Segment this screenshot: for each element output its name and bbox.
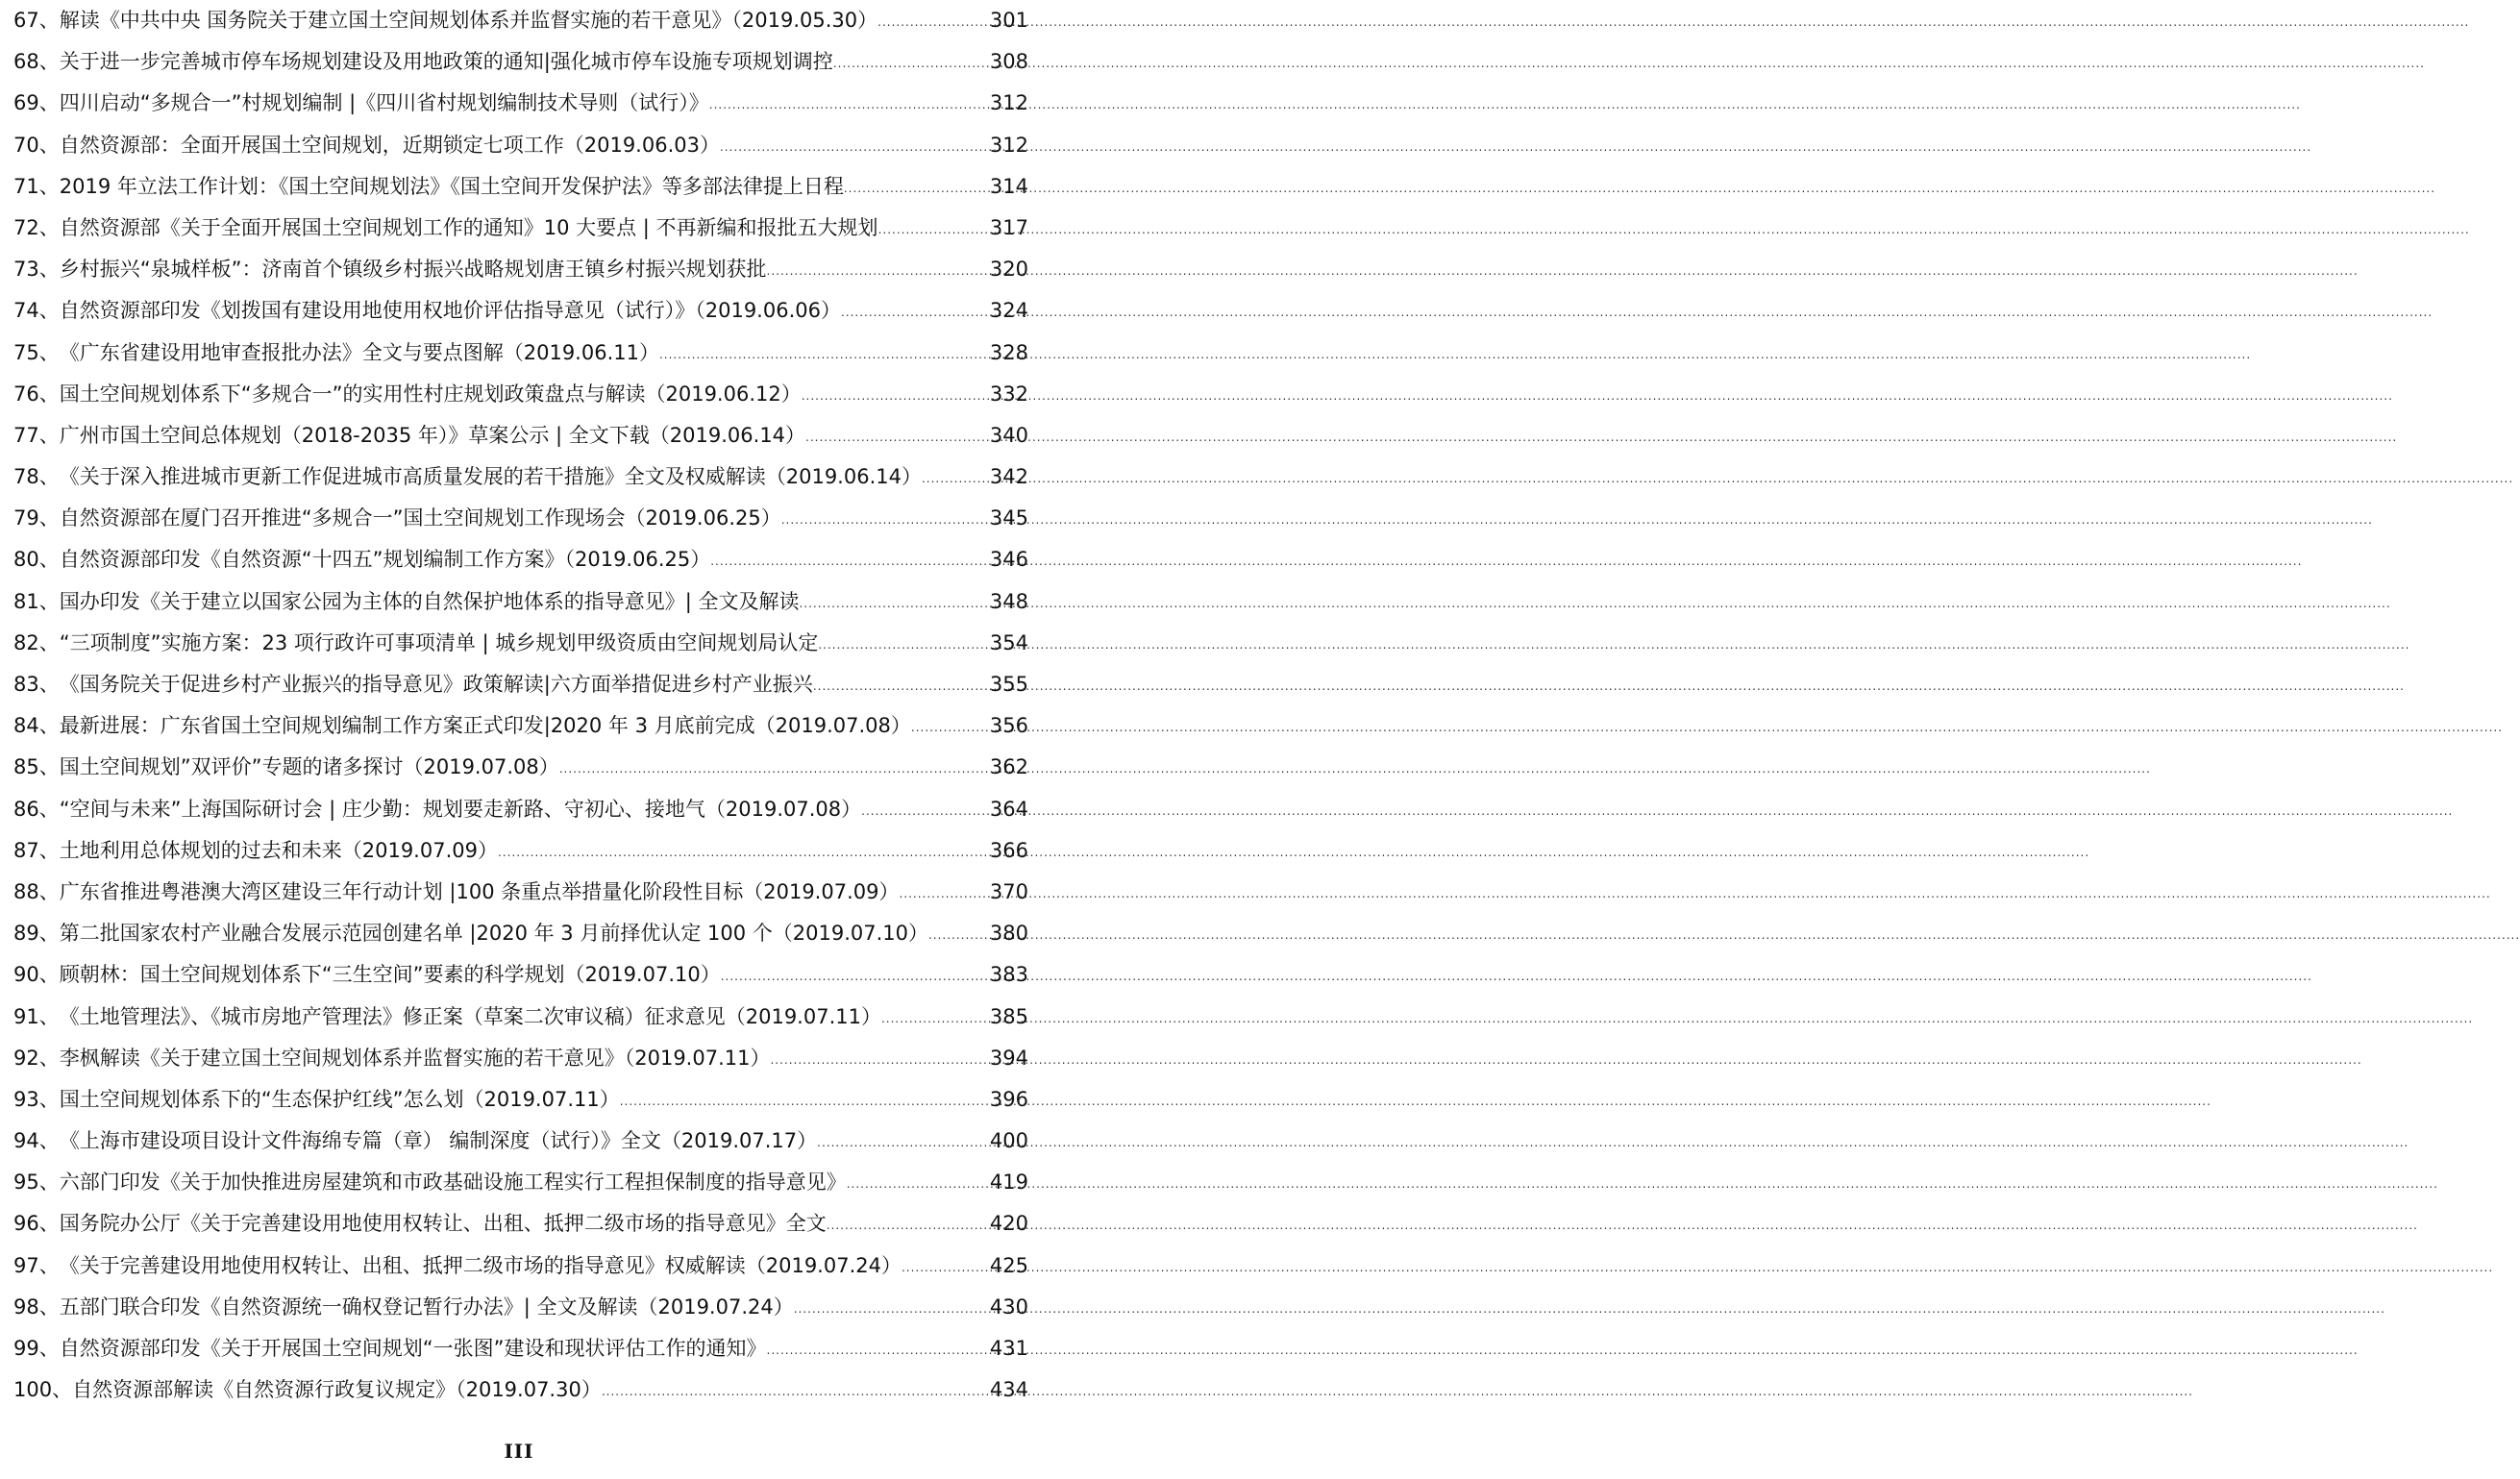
toc-entry-number: 96、 <box>13 1212 60 1236</box>
toc-entry[interactable] <box>13 1162 1028 1203</box>
toc-entry-number: 80、 <box>13 548 60 572</box>
toc-dot-leader <box>767 251 989 292</box>
toc-entry-number: 99、 <box>13 1337 60 1360</box>
toc-entry-number: 85、 <box>13 755 60 779</box>
table-of-contents <box>13 0 1028 1411</box>
toc-entry-title[interactable]: 最新进展：广东省国土空间规划编制工作方案正式印发|2020 年 3 月底前完成（2019.07.08） <box>59 714 911 738</box>
toc-entry-number: 68、 <box>13 50 60 74</box>
toc-dot-leader <box>720 127 989 168</box>
toc-entry-title[interactable]: “空间与未来”上海国际研讨会 | 庄少勤：规划要走新路、守初心、接地气（2019.07.08） <box>59 797 862 821</box>
toc-entry-title[interactable]: 广州市国土空间总体规划（2018-2035 年）》草案公示 | 全文下载（2019.06.14） <box>59 423 806 447</box>
toc-entry-page-number: 419 <box>989 1171 1028 1195</box>
toc-entry-title[interactable]: 自然资源部印发《划拨国有建设用地使用权地价评估指导意见（试行）》（2019.06.06） <box>59 299 841 323</box>
toc-dot-leader <box>827 1205 989 1246</box>
toc-entry-title[interactable]: 李枫解读《关于建立国土空间规划体系并监督实施的若干意见》（2019.07.11） <box>59 1046 771 1070</box>
toc-dot-leader <box>794 1289 989 1330</box>
toc-entry-page-number: 308 <box>989 50 1028 74</box>
toc-entry-number: 73、 <box>13 258 60 282</box>
toc-entry-title[interactable]: 国土空间规划体系下“多规合一”的实用性村庄规划政策盘点与解读（2019.06.12） <box>59 382 802 406</box>
toc-entry-page-number: 356 <box>989 714 1028 738</box>
toc-entry-number: 91、 <box>13 1004 60 1028</box>
toc-dot-leader <box>878 210 989 251</box>
toc-entry-title[interactable]: 国务院办公厅《关于完善建设用地使用权转让、出租、抵押二级市场的指导意见》全文 <box>59 1212 827 1236</box>
toc-entry-title[interactable]: 乡村振兴“泉城样板”：济南首个镇级乡村振兴战略规划唐王镇乡村振兴规划获批 <box>59 258 767 282</box>
toc-entry-title[interactable]: 《广东省建设用地审查报批办法》全文与要点图解（2019.06.11） <box>59 340 659 364</box>
toc-entry[interactable] <box>13 664 1028 705</box>
toc-entry-page-number: 345 <box>989 506 1028 530</box>
toc-entry[interactable] <box>13 1287 1028 1328</box>
toc-dot-leader <box>847 1164 989 1205</box>
toc-entry-number: 86、 <box>13 797 60 821</box>
toc-entry-number: 94、 <box>13 1129 60 1153</box>
toc-entry-title[interactable]: “三项制度”实施方案：23 项行政许可事项清单 | 城乡规划甲级资质由空间规划局认定 <box>59 630 819 654</box>
toc-entry-number: 95、 <box>13 1171 60 1195</box>
toc-entry-number: 84、 <box>13 714 60 738</box>
toc-entry[interactable] <box>13 208 1028 249</box>
toc-entry-title[interactable]: 国办印发《关于建立以国家公园为主体的自然保护地体系的指导意见》| 全文及解读 <box>59 589 800 613</box>
toc-entry-title[interactable]: 《关于深入推进城市更新工作促进城市高质量发展的若干措施》全文及权威解读（2019.06.14） <box>59 465 922 489</box>
toc-entry-title[interactable]: 第二批国家农村产业融合发展示范园创建名单 |2020 年 3 月前择优认定 100 个（2019.07.10） <box>59 922 928 946</box>
toc-entry[interactable] <box>13 789 1028 830</box>
toc-dot-leader <box>861 791 989 832</box>
toc-entry-page-number: 312 <box>989 91 1028 115</box>
toc-entry-page-number: 431 <box>989 1337 1028 1360</box>
toc-dot-leader <box>620 1081 989 1122</box>
toc-entry[interactable] <box>13 1203 1028 1245</box>
toc-entry-page-number: 396 <box>989 1087 1028 1111</box>
toc-dot-leader <box>602 1371 989 1413</box>
toc-dot-leader <box>911 707 989 749</box>
toc-entry-title[interactable]: 自然资源部印发《自然资源“十四五”规划编制工作方案》（2019.06.25） <box>59 548 711 572</box>
toc-entry-page-number: 385 <box>989 1004 1028 1028</box>
toc-entry-title[interactable]: 关于进一步完善城市停车场规划建设及用地政策的通知|强化城市停车设施专项规划调控 <box>59 50 833 74</box>
toc-entry-page-number: 340 <box>989 423 1028 447</box>
toc-entry-title[interactable]: 《上海市建设项目设计文件海绵专篇（章） 编制深度（试行）》全文（2019.07.17） <box>59 1129 818 1153</box>
toc-entry-number: 82、 <box>13 630 60 654</box>
toc-entry[interactable] <box>13 0 1028 41</box>
toc-entry-page-number: 320 <box>989 258 1028 282</box>
toc-dot-leader <box>877 2 989 43</box>
toc-dot-leader <box>899 874 988 915</box>
toc-entry-title[interactable]: 《国务院关于促进乡村产业振兴的指导意见》政策解读|六方面举措促进乡村产业振兴 <box>59 673 813 696</box>
toc-entry-title[interactable]: 四川启动“多规合一”村规划编制 |《四川省村规划编制技术导则（试行）》 <box>59 91 709 115</box>
toc-entry-title[interactable]: 自然资源部《关于全面开展国土空间规划工作的通知》10 大要点 | 不再新编和报批五大规划 <box>59 215 878 239</box>
toc-dot-leader <box>659 334 989 376</box>
toc-entry-number: 92、 <box>13 1046 60 1070</box>
toc-entry[interactable] <box>13 581 1028 623</box>
toc-entry-title[interactable]: 自然资源部：全面开展国土空间规划，近期锁定七项工作（2019.06.03） <box>59 133 720 157</box>
toc-dot-leader <box>498 832 989 874</box>
toc-entry-title[interactable]: 自然资源部解读《自然资源行政复议规定》（2019.07.30） <box>72 1378 602 1402</box>
toc-entry-page-number: 354 <box>989 630 1028 654</box>
toc-entry[interactable] <box>13 705 1028 747</box>
toc-entry[interactable] <box>13 415 1028 456</box>
toc-entry-number: 74、 <box>13 299 60 323</box>
toc-entry-page-number: 370 <box>989 879 1028 903</box>
toc-entry[interactable] <box>13 125 1028 166</box>
toc-entry-number: 83、 <box>13 673 60 696</box>
toc-entry-number: 81、 <box>13 589 60 613</box>
toc-entry-number: 87、 <box>13 838 60 862</box>
toc-entry-page-number: 380 <box>989 922 1028 946</box>
toc-dot-leader <box>818 625 989 666</box>
toc-entry-page-number: 324 <box>989 299 1028 323</box>
toc-entry[interactable] <box>13 1038 1028 1079</box>
toc-entry-number: 72、 <box>13 215 60 239</box>
toc-entry-number: 97、 <box>13 1253 60 1277</box>
toc-dot-leader <box>844 168 989 210</box>
toc-entry[interactable] <box>13 83 1028 124</box>
toc-entry-title[interactable]: 六部门印发《关于加快推进房屋建筑和市政基础设施工程实行工程担保制度的指导意见》 <box>59 1171 847 1195</box>
toc-entry-title[interactable]: 自然资源部在厦门召开推进“多规合一”国土空间规划工作现场会（2019.06.25） <box>59 506 781 530</box>
toc-entry-page-number: 348 <box>989 589 1028 613</box>
toc-entry[interactable] <box>13 1369 1028 1411</box>
toc-entry-page-number: 430 <box>989 1294 1028 1319</box>
toc-entry-number: 90、 <box>13 963 60 987</box>
toc-entry[interactable] <box>13 333 1028 374</box>
toc-entry[interactable] <box>13 1328 1028 1369</box>
toc-dot-leader <box>922 458 989 500</box>
toc-entry-title[interactable]: 国土空间规划体系下的“生态保护红线”怎么划（2019.07.11） <box>59 1087 620 1111</box>
toc-entry[interactable] <box>13 290 1028 332</box>
toc-entry-page-number: 400 <box>989 1129 1028 1153</box>
toc-entry-page-number: 328 <box>989 340 1028 364</box>
toc-entry-page-number: 383 <box>989 963 1028 987</box>
toc-dot-leader <box>841 292 989 333</box>
toc-entry-page-number: 317 <box>989 215 1028 239</box>
toc-entry-page-number: 301 <box>989 9 1028 32</box>
toc-entry-page-number: 425 <box>989 1253 1028 1277</box>
toc-entry-page-number: 420 <box>989 1212 1028 1236</box>
toc-entry-title[interactable]: 解读《中共中央 国务院关于建立国土空间规划体系并监督实施的若干意见》（2019.05.30） <box>59 9 878 32</box>
toc-entry-number: 89、 <box>13 922 60 946</box>
toc-entry-title[interactable]: 国土空间规划”双评价”专题的诸多探讨（2019.07.08） <box>59 755 559 779</box>
toc-dot-leader <box>902 1247 989 1289</box>
toc-entry[interactable] <box>13 498 1028 539</box>
toc-entry-title[interactable]: 2019 年立法工作计划：《国土空间规划法》《国土空间开发保护法》等多部法律提上日程 <box>59 174 844 198</box>
toc-dot-leader <box>767 1330 989 1371</box>
toc-dot-leader <box>802 376 989 417</box>
toc-entry[interactable] <box>13 830 1028 872</box>
toc-entry-page-number: 362 <box>989 755 1028 779</box>
toc-dot-leader <box>709 85 989 126</box>
toc-entry-number: 70、 <box>13 133 60 157</box>
toc-entry-title[interactable]: 土地利用总体规划的过去和未来（2019.07.09） <box>59 838 498 862</box>
toc-entry-number: 69、 <box>13 91 60 115</box>
toc-entry-page-number: 314 <box>989 174 1028 198</box>
toc-entry-title[interactable]: 自然资源部印发《关于开展国土空间规划“一张图”建设和现状评估工作的通知》 <box>59 1337 767 1360</box>
toc-entry-title[interactable]: 五部门联合印发《自然资源统一确权登记暂行办法》| 全文及解读（2019.07.24） <box>59 1294 794 1319</box>
toc-entry-page-number: 366 <box>989 838 1028 862</box>
toc-entry[interactable] <box>13 374 1028 415</box>
toc-dot-leader <box>710 541 989 582</box>
toc-entry[interactable] <box>13 623 1028 664</box>
toc-entry-number: 98、 <box>13 1294 60 1319</box>
toc-dot-leader <box>721 956 989 998</box>
toc-dot-leader <box>881 998 989 1040</box>
toc-entry[interactable] <box>13 166 1028 208</box>
toc-entry[interactable] <box>13 997 1028 1038</box>
toc-dot-leader <box>781 500 989 541</box>
toc-dot-leader <box>805 417 989 458</box>
toc-entry[interactable] <box>13 41 1028 83</box>
toc-entry-page-number: 332 <box>989 382 1028 406</box>
toc-entry-number: 93、 <box>13 1087 60 1111</box>
toc-dot-leader <box>559 749 989 790</box>
toc-entry[interactable] <box>13 913 1028 954</box>
toc-entry-number: 76、 <box>13 382 60 406</box>
toc-entry[interactable] <box>13 1079 1028 1121</box>
toc-entry[interactable] <box>13 872 1028 913</box>
toc-entry[interactable] <box>13 1121 1028 1162</box>
toc-dot-leader <box>833 43 989 85</box>
toc-dot-leader <box>928 915 989 956</box>
toc-entry[interactable] <box>13 747 1028 788</box>
toc-dot-leader <box>813 666 989 707</box>
toc-dot-leader <box>770 1040 988 1081</box>
toc-entry-number: 75、 <box>13 340 60 364</box>
toc-entry-page-number: 312 <box>989 133 1028 157</box>
toc-dot-leader <box>817 1122 989 1164</box>
toc-entry-number: 100、 <box>13 1378 73 1402</box>
toc-entry-title[interactable]: 《关于完善建设用地使用权转让、出租、抵押二级市场的指导意见》权威解读（2019.07.24） <box>59 1253 902 1277</box>
toc-entry-number: 79、 <box>13 506 60 530</box>
toc-entry-number: 71、 <box>13 174 60 198</box>
toc-entry[interactable] <box>13 954 1028 996</box>
toc-entry-title[interactable]: 《土地管理法》、《城市房地产管理法》修正案（草案二次审议稿）征求意见（2019.07.11） <box>59 1004 881 1028</box>
page-footer-number: III <box>504 1440 534 1463</box>
toc-entry[interactable] <box>13 249 1028 290</box>
toc-entry-page-number: 355 <box>989 673 1028 696</box>
toc-entry-title[interactable]: 顾朝林：国土空间规划体系下“三生空间”要素的科学规划（2019.07.10） <box>59 963 721 987</box>
toc-entry-number: 88、 <box>13 879 60 903</box>
toc-entry[interactable] <box>13 539 1028 580</box>
toc-entry-page-number: 346 <box>989 548 1028 572</box>
toc-dot-leader <box>799 583 988 625</box>
toc-entry-title[interactable]: 广东省推进粤港澳大湾区建设三年行动计划 |100 条重点举措量化阶段性目标（2019.07.09） <box>59 879 900 903</box>
toc-entry[interactable] <box>13 1245 1028 1287</box>
toc-entry-page-number: 394 <box>989 1046 1028 1070</box>
toc-entry-number: 67、 <box>13 9 60 32</box>
toc-entry-page-number: 434 <box>989 1378 1028 1402</box>
toc-entry-page-number: 342 <box>989 465 1028 489</box>
toc-entry-number: 78、 <box>13 465 60 489</box>
toc-entry[interactable] <box>13 456 1028 498</box>
toc-entry-page-number: 364 <box>989 797 1028 821</box>
toc-entry-number: 77、 <box>13 423 60 447</box>
